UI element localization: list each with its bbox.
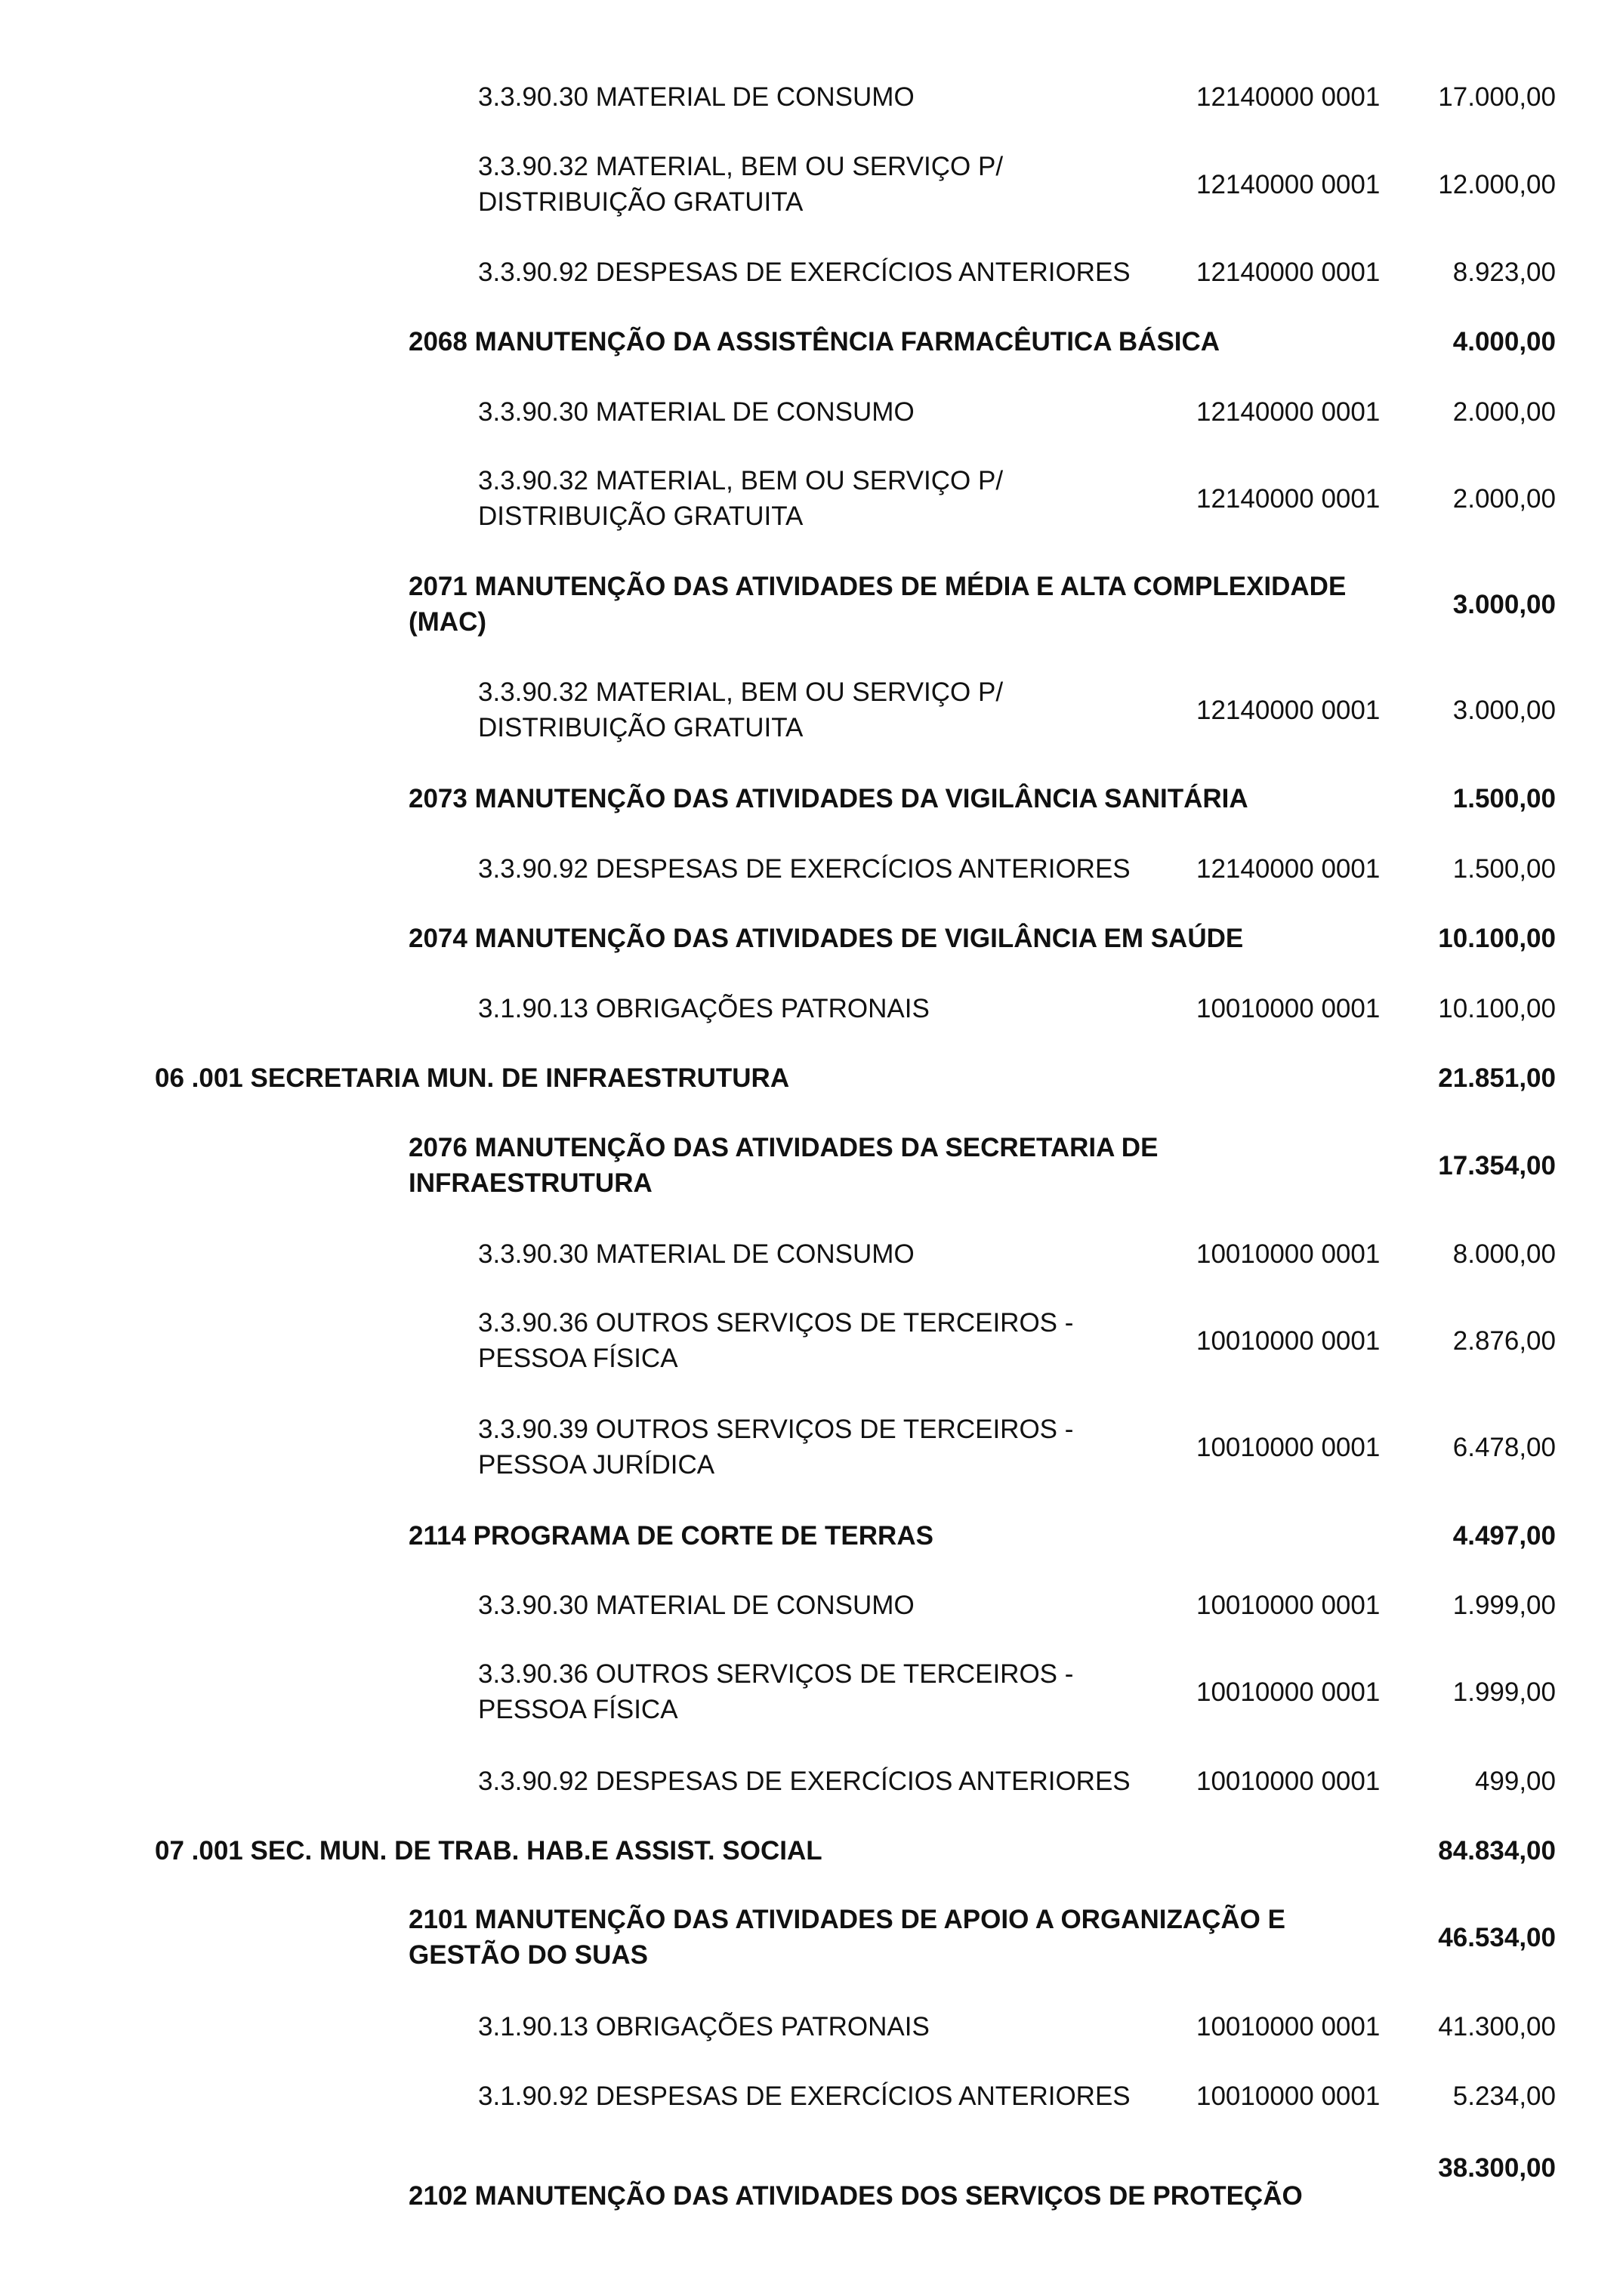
funding-source-code: 10010000 0001 [1196,2012,1381,2041]
funding-source-code: 10010000 0001 [1196,1591,1381,1620]
funding-source-code: 12140000 0001 [1196,484,1381,514]
row-description: 2073 MANUTENÇÃO DAS ATIVIDADES DA VIGILÂNCIA SANITÁRIA [409,783,1248,813]
row-amount: 5.234,00 [1452,2082,1556,2111]
funding-source-code: 10010000 0001 [1196,1677,1381,1707]
funding-source-code: 12140000 0001 [1196,170,1381,199]
row-description: 3.3.90.32 MATERIAL, BEM OU SERVIÇO P/ DISTRIBUIÇÃO GRATUITA [478,152,1004,217]
row-amount: 2.000,00 [1452,484,1556,514]
funding-source-code: 12140000 0001 [1196,696,1381,725]
row-amount: 84.834,00 [1438,1836,1556,1866]
funding-source-code: 10010000 0001 [1196,1239,1381,1269]
funding-source-code: 12140000 0001 [1196,397,1381,427]
row-description: 06 .001 SECRETARIA MUN. DE INFRAESTRUTURA [155,1063,790,1093]
funding-source-code: 10010000 0001 [1196,1767,1381,1796]
row-amount: 6.478,00 [1452,1433,1556,1462]
row-amount: 8.000,00 [1452,1239,1556,1269]
row-amount: 3.000,00 [1452,696,1556,725]
row-amount: 46.534,00 [1438,1923,1556,1952]
row-amount: 1.500,00 [1452,784,1556,813]
row-amount: 2.000,00 [1452,397,1556,427]
row-amount: 41.300,00 [1438,2012,1556,2041]
funding-source-code: 10010000 0001 [1196,2082,1381,2111]
row-amount: 4.497,00 [1452,1521,1556,1551]
row-amount: 17.354,00 [1438,1151,1556,1180]
row-amount: 21.851,00 [1438,1063,1556,1093]
row-description: 2101 MANUTENÇÃO DAS ATIVIDADES DE APOIO A ORGANIZAÇÃO E GESTÃO DO SUAS [409,1905,1285,1970]
row-amount: 12.000,00 [1438,170,1556,199]
row-amount: 10.100,00 [1438,924,1556,953]
row-description: 3.1.90.13 OBRIGAÇÕES PATRONAIS [478,993,930,1023]
row-description: 3.1.90.92 DESPESAS DE EXERCÍCIOS ANTERIORES [478,2081,1131,2111]
row-description: 3.1.90.13 OBRIGAÇÕES PATRONAIS [478,2011,930,2041]
row-amount: 38.300,00 [1438,2153,1556,2183]
row-description: 3.3.90.30 MATERIAL DE CONSUMO [478,397,915,427]
funding-source-code: 10010000 0001 [1196,994,1381,1023]
row-description: 07 .001 SEC. MUN. DE TRAB. HAB.E ASSIST. SOCIAL [155,1835,822,1866]
row-description: 3.3.90.92 DESPESAS DE EXERCÍCIOS ANTERIORES [478,257,1131,287]
row-amount: 17.000,00 [1438,82,1556,112]
row-description: 3.3.90.92 DESPESAS DE EXERCÍCIOS ANTERIORES [478,1766,1131,1796]
funding-source-code: 12140000 0001 [1196,854,1381,884]
row-description: 3.3.90.32 MATERIAL, BEM OU SERVIÇO P/ DISTRIBUIÇÃO GRATUITA [478,466,1004,531]
row-description: 2071 MANUTENÇÃO DAS ATIVIDADES DE MÉDIA E ALTA COMPLEXIDADE (MAC) [409,572,1347,637]
row-description: 3.3.90.36 OUTROS SERVIÇOS DE TERCEIROS - PESSOA FÍSICA [478,1659,1074,1724]
row-description: 3.3.90.30 MATERIAL DE CONSUMO [478,82,915,112]
row-amount: 1.999,00 [1452,1591,1556,1620]
row-amount: 8.923,00 [1452,258,1556,287]
row-description: 3.3.90.36 OUTROS SERVIÇOS DE TERCEIROS - PESSOA FÍSICA [478,1308,1074,1373]
row-amount: 1.500,00 [1452,854,1556,884]
row-description: 2102 MANUTENÇÃO DAS ATIVIDADES DOS SERVIÇOS DE PROTEÇÃO [409,2181,1303,2211]
funding-source-code: 10010000 0001 [1196,1326,1381,1356]
row-amount: 1.999,00 [1452,1677,1556,1707]
row-description: 2114 PROGRAMA DE CORTE DE TERRAS [409,1520,933,1551]
row-description: 3.3.90.32 MATERIAL, BEM OU SERVIÇO P/ DISTRIBUIÇÃO GRATUITA [478,677,1004,742]
row-description: 2074 MANUTENÇÃO DAS ATIVIDADES DE VIGILÂNCIA EM SAÚDE [409,923,1244,953]
row-amount: 499,00 [1474,1767,1556,1796]
row-description: 3.3.90.39 OUTROS SERVIÇOS DE TERCEIROS - PESSOA JURÍDICA [478,1415,1074,1480]
funding-source-code: 12140000 0001 [1196,258,1381,287]
row-amount: 2.876,00 [1452,1326,1556,1356]
row-description: 2076 MANUTENÇÃO DAS ATIVIDADES DA SECRETARIA DE INFRAESTRUTURA [409,1133,1159,1198]
funding-source-code: 10010000 0001 [1196,1433,1381,1462]
row-description: 3.3.90.92 DESPESAS DE EXERCÍCIOS ANTERIORES [478,853,1131,884]
funding-source-code: 12140000 0001 [1196,82,1381,112]
row-amount: 10.100,00 [1438,994,1556,1023]
row-description: 3.3.90.30 MATERIAL DE CONSUMO [478,1590,915,1620]
row-amount: 3.000,00 [1452,590,1556,619]
row-description: 2068 MANUTENÇÃO DA ASSISTÊNCIA FARMACÊUTICA BÁSICA [409,326,1220,356]
row-description: 3.3.90.30 MATERIAL DE CONSUMO [478,1239,915,1269]
row-amount: 4.000,00 [1452,327,1556,356]
